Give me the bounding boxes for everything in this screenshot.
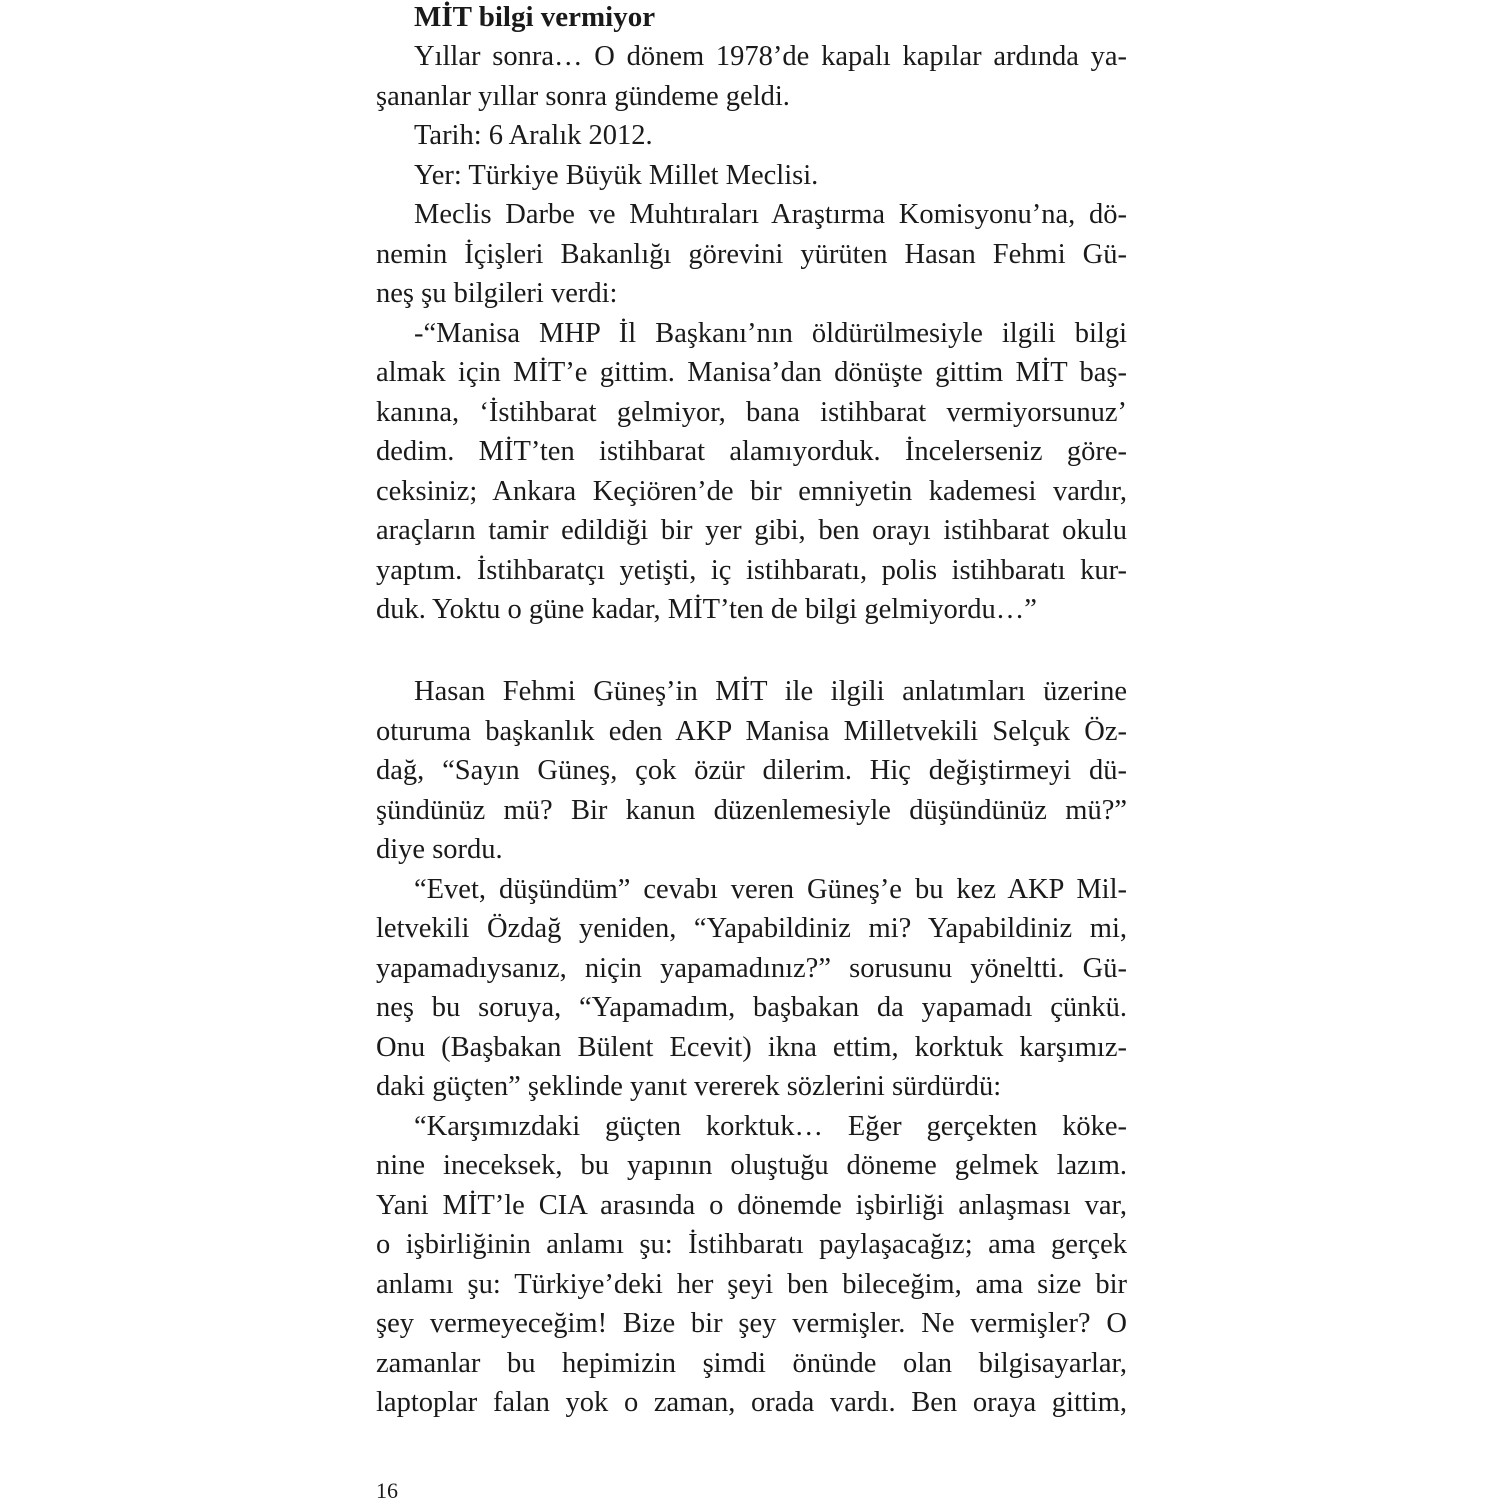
text-line: şey vermeyeceğim! Bize bir şey vermişler. Ne vermişler? O xyxy=(376,1308,1127,1339)
text-line: laptoplar falan yok o zaman, orada vardı. Ben oraya gittim, xyxy=(376,1387,1127,1418)
text-line: diye sordu. xyxy=(376,834,503,865)
text-line: şündünüz mü? Bir kanun düzenlemesiyle düşündünüz mü?” xyxy=(376,794,1127,826)
text-line: neş bu soruya, “Yapamadım, başbakan da yapamadı çünkü. xyxy=(376,992,1127,1023)
text-line: dedim. MİT’ten istihbarat alamıyorduk. İncelerseniz göre- xyxy=(376,436,1127,467)
text-line: nemin İçişleri Bakanlığı görevini yürüten Hasan Fehmi Gü- xyxy=(376,238,1127,270)
text-line: Yıllar sonra… O dönem 1978’de kapalı kapılar ardında ya- xyxy=(414,41,1127,72)
text-line: duk. Yoktu o güne kadar, MİT’ten de bilgi gelmiyordu…” xyxy=(376,594,1037,625)
text-line: Hasan Fehmi Güneş’in MİT ile ilgili anlatımları üzerine xyxy=(414,676,1127,707)
text-line: Meclis Darbe ve Muhtıraları Araştırma Komisyonu’na, dö- xyxy=(414,199,1127,230)
text-line: yapamadıysanız, niçin yapamadınız?” sorusunu yöneltti. Gü- xyxy=(376,952,1127,984)
text-line: zamanlar bu hepimizin şimdi önünde olan bilgisayarlar, xyxy=(376,1347,1127,1379)
text-line: şananlar yıllar sonra gündeme geldi. xyxy=(376,80,790,112)
text-line: kanına, ‘İstihbarat gelmiyor, bana istihbarat vermiyorsunuz’ xyxy=(376,396,1127,428)
text-line: dağ, “Sayın Güneş, çok özür dilerim. Hiç değiştirmeyi dü- xyxy=(376,755,1127,786)
body-text-part-1 xyxy=(376,37,1127,630)
text-line: “Evet, düşündüm” cevabı veren Güneş’e bu kez AKP Mil- xyxy=(414,873,1127,905)
text-line: o işbirliğinin anlamı şu: İstihbaratı paylaşacağız; ama gerçek xyxy=(376,1229,1127,1260)
text-line: -“Manisa MHP İl Başkanı’nın öldürülmesiyle ilgili bilgi xyxy=(414,317,1127,349)
page-number: 16 xyxy=(376,1478,398,1503)
text-line: araçların tamir edildiği bir yer gibi, ben orayı istihbarat okulu xyxy=(376,515,1127,546)
text-line: almak için MİT’e gittim. Manisa’dan dönüşte gittim MİT baş- xyxy=(376,357,1127,388)
text-line: letvekili Özdağ yeniden, “Yapabildiniz mi? Yapabildiniz mi, xyxy=(376,913,1127,944)
text-line: “Karşımızdaki güçten korktuk… Eğer gerçekten köke- xyxy=(414,1110,1127,1142)
text-line: Onu (Başbakan Bülent Ecevit) ikna ettim, korktuk karşımız- xyxy=(376,1031,1127,1063)
text-line: oturuma başkanlık eden AKP Manisa Milletvekili Selçuk Öz- xyxy=(376,715,1127,747)
body-text-part-2 xyxy=(376,672,1127,1423)
text-line: Yani MİT’le CIA arasında o dönemde işbirliği anlaşması var, xyxy=(376,1189,1127,1221)
text-line: Yer: Türkiye Büyük Millet Meclisi. xyxy=(414,159,819,191)
text-line: ceksiniz; Ankara Keçiören’de bir emniyetin kademesi vardır, xyxy=(376,475,1127,507)
text-line: nine ineceksek, bu yapının oluştuğu döneme gelmek lazım. xyxy=(376,1150,1127,1181)
text-line: neş şu bilgileri verdi: xyxy=(376,278,618,309)
text-line: yaptım. İstihbaratçı yetişti, iç istihbaratı, polis istihbaratı kur- xyxy=(376,554,1127,586)
section-title: MİT bilgi vermiyor xyxy=(414,1,656,33)
text-line: Tarih: 6 Aralık 2012. xyxy=(414,120,653,151)
text-line: daki güçten” şeklinde yanıt vererek sözlerini sürdürdü: xyxy=(376,1071,1002,1102)
text-line: anlamı şu: Türkiye’deki her şeyi ben bileceğim, ama size bir xyxy=(376,1268,1127,1300)
